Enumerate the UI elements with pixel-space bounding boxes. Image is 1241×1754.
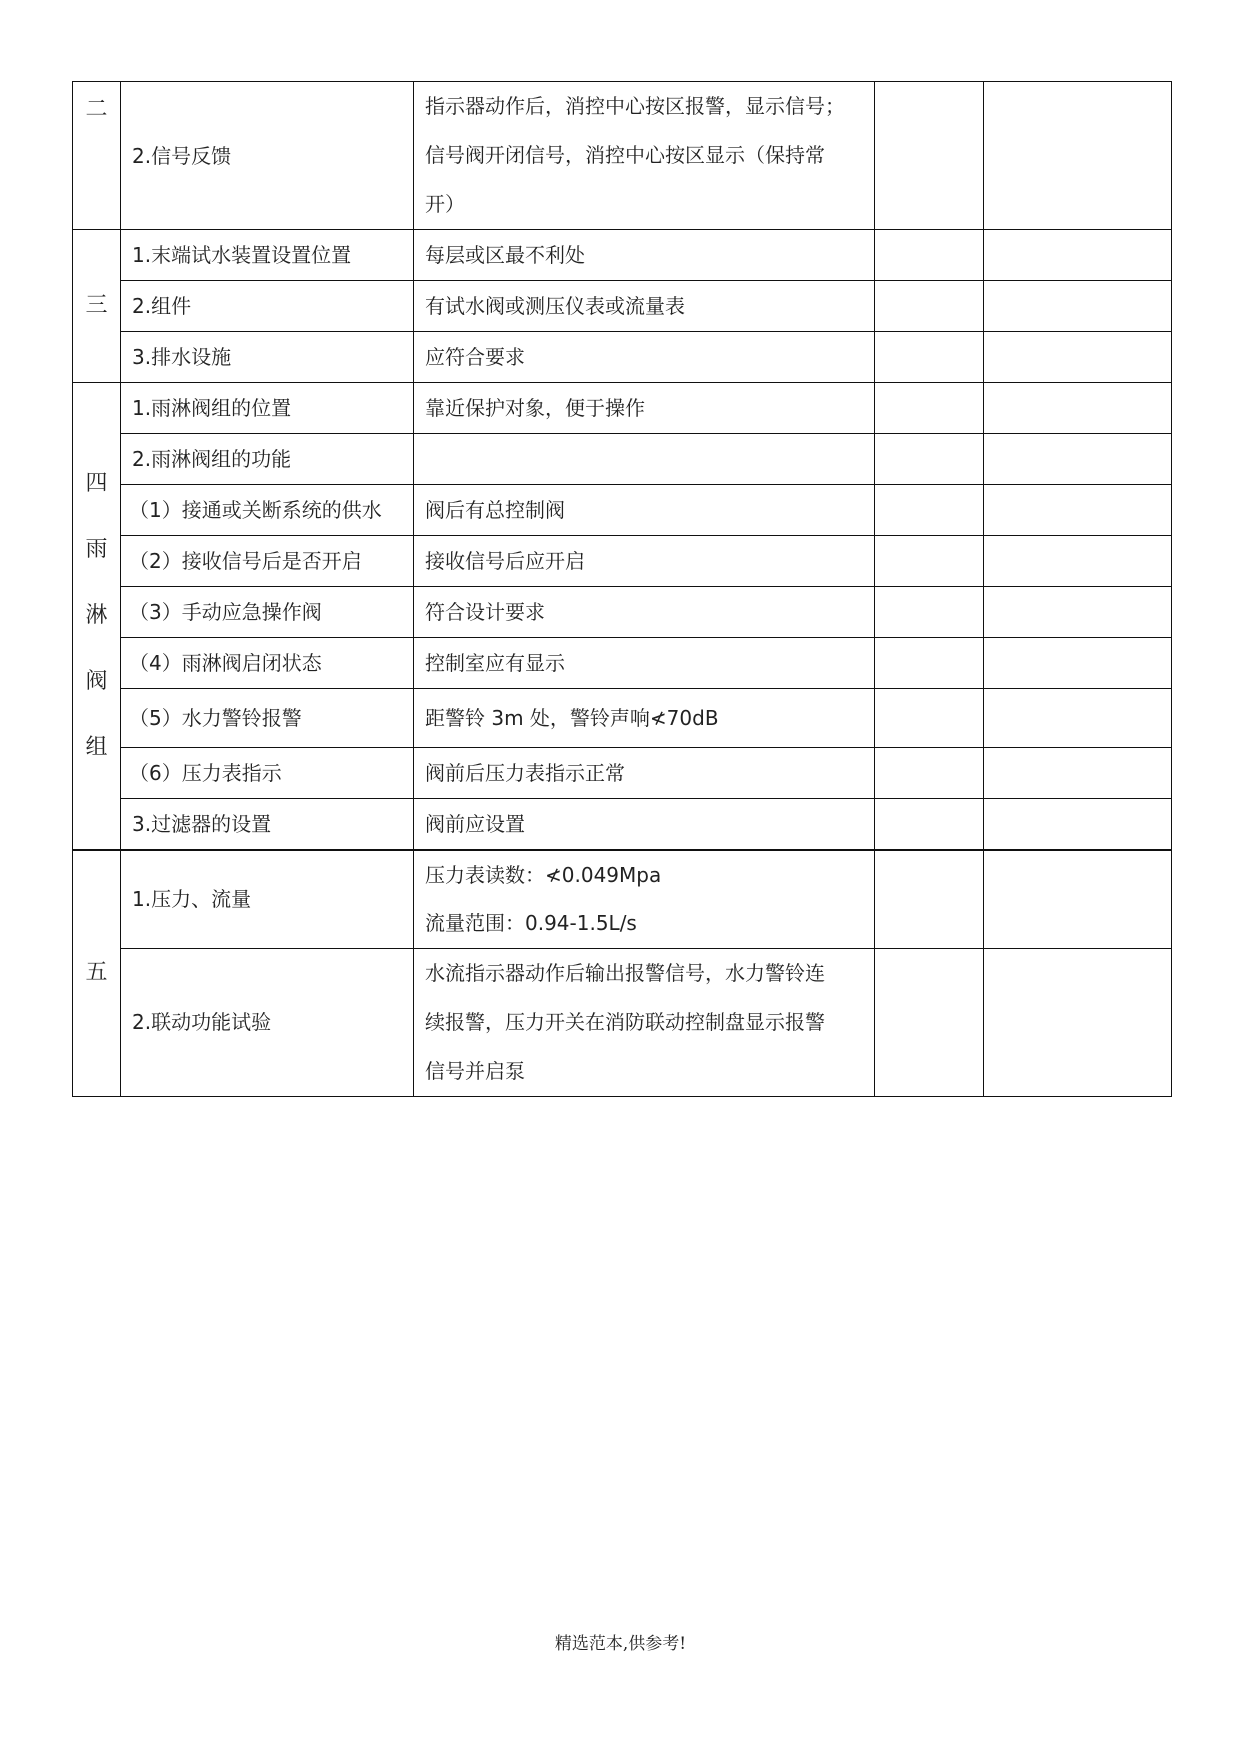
result-cell [875,948,984,1096]
remark-cell [984,383,1172,434]
inspection-table [72,81,1172,1097]
requirement-cell [414,434,875,485]
item-cell: 1.压力、流量 [121,850,414,948]
requirement-line: 信号并启泵 [425,1058,525,1083]
result-cell [875,434,984,485]
requirement-line: 开） [425,192,465,216]
item-cell: 2.雨淋阀组的功能 [121,434,414,485]
item-cell: （3）手动应急操作阀 [121,587,414,638]
requirement-line: 压力表读数：≮0.049Mpa [425,863,662,888]
remark-cell [984,281,1172,332]
result-cell [875,230,984,281]
table-row [73,281,1172,332]
item-cell: 3.排水设施 [121,332,414,383]
page-footer: 精选范本,供参考! [554,1634,687,1654]
item-cell: 3.过滤器的设置 [121,799,414,851]
item-cell: （6）压力表指示 [121,748,414,799]
remark-cell [984,948,1172,1096]
item-cell: （2）接收信号后是否开启 [121,536,414,587]
requirement-line: 流量范围：0.94-1.5L/s [425,911,637,936]
table-row [73,587,1172,638]
item-cell: （1）接通或关断系统的供水 [121,485,414,536]
remark-cell [984,230,1172,281]
result-cell [875,748,984,799]
remark-cell [984,799,1172,851]
section-char: 淋 [85,603,108,628]
remark-cell [984,332,1172,383]
requirement-cell: 每层或区最不利处 [414,230,875,281]
requirement-cell [414,850,875,948]
table-row [73,799,1172,851]
result-cell [875,383,984,434]
result-cell [875,332,984,383]
remark-cell [984,689,1172,748]
table-row [73,850,1172,948]
section-label: 三 [73,230,121,383]
result-cell [875,587,984,638]
remark-cell [984,485,1172,536]
requirement-cell: 阀后有总控制阀 [414,485,875,536]
remark-cell [984,434,1172,485]
requirement-cell: 靠近保护对象，便于操作 [414,383,875,434]
remark-cell [984,748,1172,799]
requirement-cell [414,82,875,230]
section-char: 阀 [85,669,108,694]
remark-cell [984,536,1172,587]
result-cell [875,536,984,587]
table-row [73,638,1172,689]
section-char: 组 [85,735,108,760]
result-cell [875,799,984,851]
requirement-cell: 控制室应有显示 [414,638,875,689]
table-row [73,332,1172,383]
requirement-line: 续报警，压力开关在消防联动控制盘显示报警 [425,1009,825,1034]
section-label-vertical [73,383,121,851]
table-row [73,748,1172,799]
result-cell [875,82,984,230]
requirement-cell: 应符合要求 [414,332,875,383]
table-row [73,434,1172,485]
result-cell [875,281,984,332]
table-row [73,689,1172,748]
requirement-cell [414,948,875,1096]
item-cell: （4）雨淋阀启闭状态 [121,638,414,689]
item-cell: 2.组件 [121,281,414,332]
table-row [73,485,1172,536]
table-row [73,230,1172,281]
table-row [73,536,1172,587]
requirement-cell: 阀前后压力表指示正常 [414,748,875,799]
table-row [73,82,1172,230]
item-cell: 2.信号反馈 [121,82,414,230]
section-label: 二 [73,82,121,230]
requirement-line: 信号阀开闭信号，消控中心按区显示（保持常 [425,143,825,167]
result-cell [875,485,984,536]
result-cell [875,850,984,948]
table-row [73,383,1172,434]
item-cell: 2.联动功能试验 [121,948,414,1096]
remark-cell [984,587,1172,638]
remark-cell [984,850,1172,948]
item-cell: 1.雨淋阀组的位置 [121,383,414,434]
requirement-line: 指示器动作后，消控中心按区报警，显示信号； [425,94,845,118]
section-label: 五 [73,850,121,1096]
requirement-cell: 接收信号后应开启 [414,536,875,587]
section-char: 四 [85,471,108,496]
requirement-cell: 有试水阀或测压仪表或流量表 [414,281,875,332]
result-cell [875,638,984,689]
remark-cell [984,82,1172,230]
requirement-cell: 阀前应设置 [414,799,875,851]
item-cell: （5）水力警铃报警 [121,689,414,748]
table-row [73,948,1172,1096]
requirement-line: 水流指示器动作后输出报警信号，水力警铃连 [425,960,825,985]
item-cell: 1.末端试水装置设置位置 [121,230,414,281]
requirement-cell: 符合设计要求 [414,587,875,638]
remark-cell [984,638,1172,689]
result-cell [875,689,984,748]
requirement-cell: 距警铃 3m 处，警铃声响≮70dB [414,689,875,748]
section-char: 雨 [85,537,108,562]
